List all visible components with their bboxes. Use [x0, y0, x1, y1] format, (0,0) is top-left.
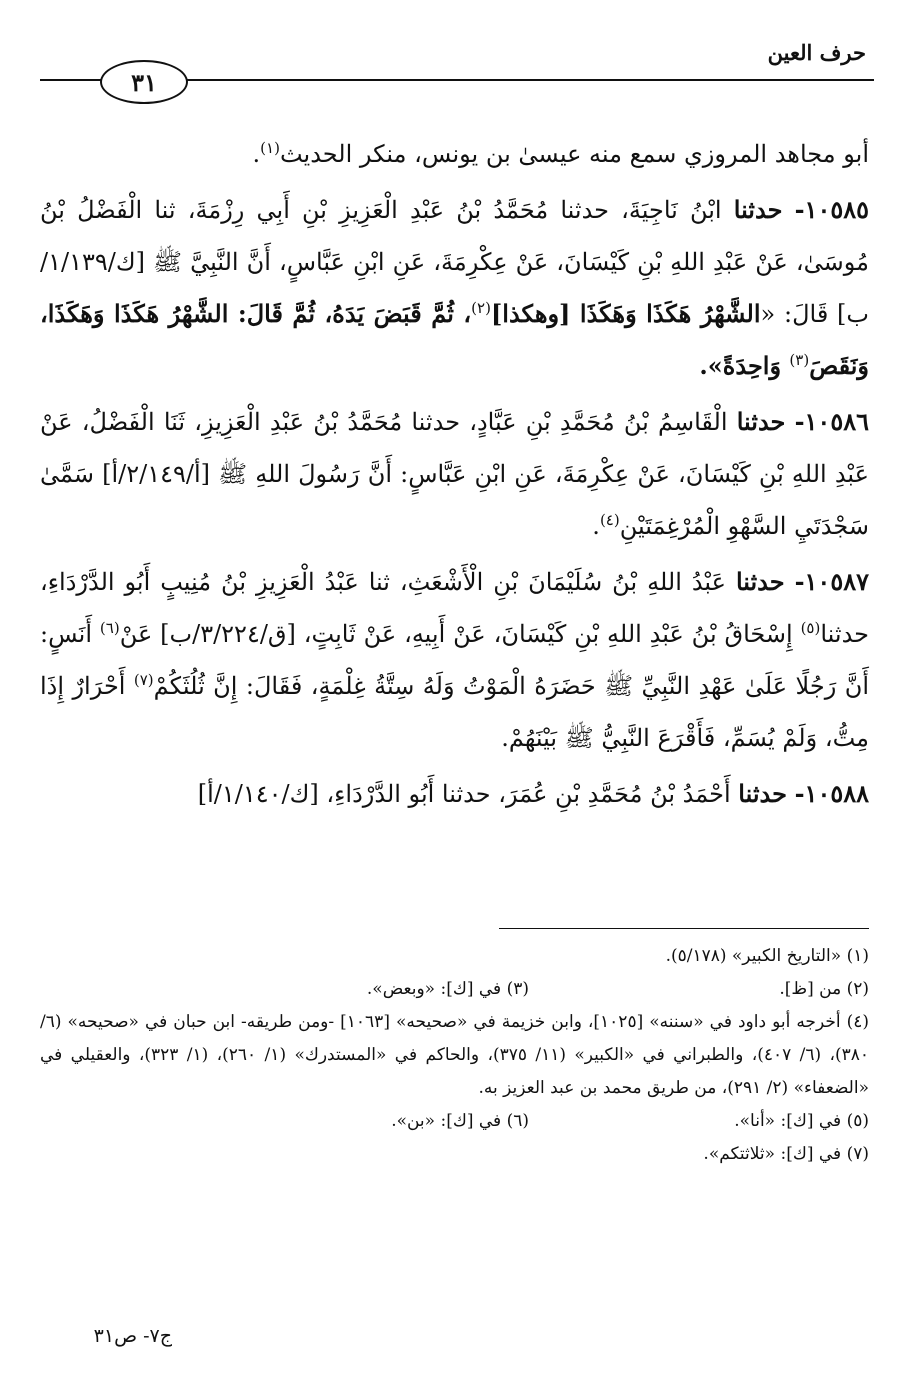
footnotes	[40, 940, 869, 1171]
footnote-1: (١) «التاريخ الكبير» (٥/١٧٨).	[665, 946, 869, 966]
hadith-keyword: حدثنا	[733, 195, 783, 224]
footnote-ref-2: (٢)	[471, 299, 491, 317]
footnote-ref-5: (٥)	[800, 619, 821, 637]
hadith-10586: ١٠٥٨٦- حدثنا الْقَاسِمُ بْنُ مُحَمَّدِ بْنِ عَبَّادٍ، حدثنا مُحَمَّدُ بْنُ عَبْدِ الْعَزِيزِ، ثَنَا الْفَضْلُ، عَنْ عَبْدِ اللهِ بْنِ كَيْسَانَ، عَنْ عِكْرِمَةَ، عَنِ ابْنِ عَبَّاسٍ: أَنَّ رَسُولَ اللهِ ﷺ [أ/٢/١٤٩/أ] سَمَّىٰ سَجْدَتَيِ السَّهْوِ الْمُرْغِمَتَيْنِ$^{(٤)}$.	[40, 407, 869, 540]
footnote-row-2-3	[40, 973, 869, 1006]
footnote-ref-1: (١)	[260, 139, 280, 157]
hadith-keyword: حدثنا	[736, 407, 786, 436]
page-number: ٣١	[100, 60, 188, 104]
hadith-number: ١٠٥٨٧-	[794, 567, 869, 596]
footnote-ref-6: (٦)	[99, 619, 120, 637]
hadith-number: ١٠٥٨٦-	[794, 407, 869, 436]
hadith-number: ١٠٥٨٥-	[794, 195, 869, 224]
hadith-10585: ١٠٥٨٥- حدثنا ابْنُ نَاجِيَةَ، حدثنا مُحَمَّدُ بْنُ عَبْدِ الْعَزِيزِ بْنِ أَبِي رِزْمَةَ، ثنا الْفَضْلُ بْنُ مُوسَىٰ، عَنْ عَبْدِ اللهِ بْنِ كَيْسَانَ، عَنْ عِكْرِمَةَ، عَنِ ابْنِ عَبَّاسٍ، أَنَّ النَّبِيَّ ﷺ [ك/١/١٣٩/ب] قَالَ: «الشَّهْرُ هَكَذَا وَهَكَذَا [وهكذا]$^{(٢)}$، ثُمَّ قَبَضَ يَدَهُ، ثُمَّ قَالَ: الشَّهْرُ هَكَذَا وَهَكَذَا، وَنَقَصَ$^{(٣)}$ وَاحِدَةً».	[40, 195, 870, 380]
header-title: حرف العين	[767, 40, 866, 65]
paragraph-intro: أبو مجاهد المروزي سمع منه عيسىٰ بن يونس، منكر الحديث$^{(١)}$.	[252, 139, 869, 168]
footnote-6: (٦) في [ك]: «بن».	[391, 1111, 529, 1131]
hadith-10587: ١٠٥٨٧- حدثنا عَبْدُ اللهِ بْنُ سُلَيْمَانَ بْنِ الْأَشْعَثِ، ثنا عَبْدُ الْعَزِيزِ بْنُ مُنِيبٍ أَبُو الدَّرْدَاءِ، حدثنا$^{(٥)}$ إِسْحَاقُ بْنُ عَبْدِ اللهِ بْنِ كَيْسَانَ، عَنْ أَبِيهِ، عَنْ ثَابِتٍ، [ق/٣/٢٢٤/ب] عَنْ$^{(٦)}$ أَنَسٍ: أَنَّ رَجُلًا عَلَىٰ عَهْدِ النَّبِيِّ ﷺ حَضَرَهُ الْمَوْتُ وَلَهُ سِتَّةُ غِلْمَةٍ، فَقَالَ: إِنَّ ثُلُثَكُمْ$^{(٧)}$ أَحْرَارٌ إِذَا مِتُّ، وَلَمْ يُسَمِّ، فَأَقْرَعَ النَّبِيُّ ﷺ بَيْنَهُمْ.	[40, 567, 870, 752]
footnote-2: (٢) من [ظ].	[779, 979, 869, 999]
footnote-ref-3: (٣)	[789, 351, 810, 369]
footnote-7: (٧) في [ك]: «ثلاثتكم».	[703, 1144, 869, 1164]
footer-reference: ج٧- ص٣١	[93, 1325, 172, 1347]
footnote-5: (٥) في [ك]: «أنا».	[734, 1111, 869, 1131]
footnote-row-5-6	[40, 1105, 869, 1138]
footnote-ref-7: (٧)	[133, 671, 154, 689]
footnote-4: (٤) أخرجه أبو داود في «سننه» [١٠٢٥]، وابن خزيمة في «صحيحه» [١٠٦٣] -ومن طريقه- ابن حبان في «صحيحه» (٦/ ٣٨٠)، (٦/ ٤٠٧)، والطبراني في «الكبير» (١١/ ٣٧٥)، والحاكم في «المستدرك» (١/ ٢٦٠)، (١/ ٣٢٣)، والعقيلي في «الضعفاء» (٢/ ٢٩١)، من طريق محمد بن عبد العزيز به.	[40, 1012, 870, 1098]
hadith-number: ١٠٥٨٨-	[794, 779, 869, 808]
footnote-3: (٣) في [ك]: «وبعض».	[366, 979, 529, 999]
footnote-divider	[499, 928, 869, 929]
main-text	[40, 128, 869, 820]
hadith-10588: ١٠٥٨٨- حدثنا أَحْمَدُ بْنُ مُحَمَّدِ بْنِ عُمَرَ، حدثنا أَبُو الدَّرْدَاءِ، [ك/١/١٤٠/أ]	[197, 779, 869, 808]
hadith-keyword: حدثنا	[738, 779, 787, 808]
hadith-keyword: حدثنا	[735, 567, 785, 596]
footnote-ref-4: (٤)	[599, 511, 620, 529]
